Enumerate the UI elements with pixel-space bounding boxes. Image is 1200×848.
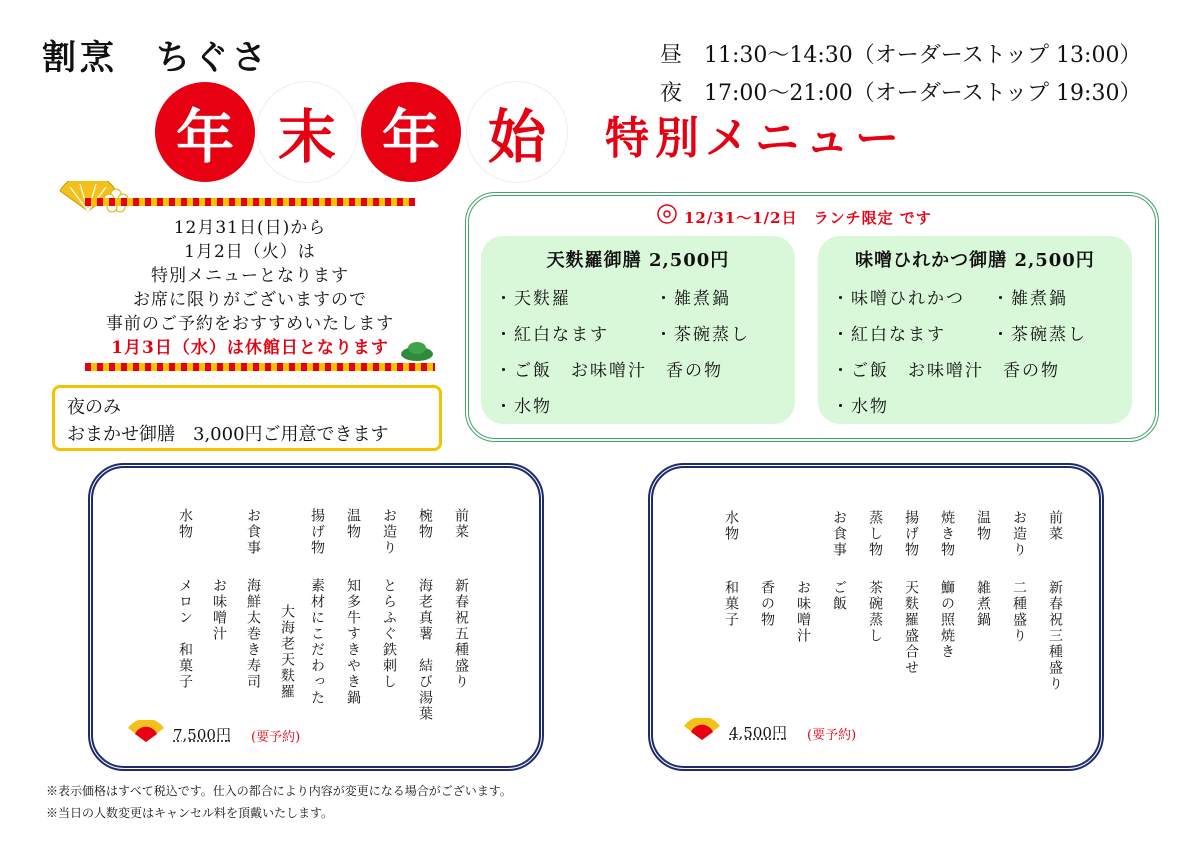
reservation-required: (要予約) [251,730,301,745]
course-dish: 知多牛すきやき鍋 [345,578,361,706]
course-dish: ご飯 [831,580,847,612]
notice-line: お席に限りがございますので [133,290,367,310]
course-price: 7,500円 [173,726,231,744]
reservation-required: (要予約) [807,728,857,743]
course-heading: 水物 [723,510,739,542]
flower-icon [657,204,677,224]
course-dish: メロン 和菓子 [177,578,193,690]
course-dish: 茶碗蒸し [867,580,883,644]
lunch-item: ・雑煮鍋 [992,289,1068,309]
notice-line: 事前のご予約をおすすめいたします [105,314,395,334]
decorative-stripe-bottom [85,363,435,371]
course-heading: お食事 [245,508,261,556]
lunch-card-miso-katsu [818,236,1132,424]
notice-line: 12月31日(日)から [173,218,327,238]
course-dish: 二種盛り [1011,580,1027,644]
course-heading: 温物 [345,508,361,540]
course-heading: 前菜 [1047,510,1063,542]
lunch-period-header: 12/31〜1/2日 ランチ限定 です [684,209,932,227]
lunch-item: ・水物 [832,397,889,417]
course-heading: 水物 [177,508,193,540]
night-only-label: 夜のみ [67,397,121,418]
notice-line: 特別メニューとなります [151,266,349,286]
lunch-item: ・ご飯 お味噌汁 香の物 [832,361,1060,381]
shop-name: 割烹 ちぐさ [42,38,270,78]
lunch-item: ・茶碗蒸し [992,325,1087,345]
dinner-hours: 夜 17:00〜21:00（オーダーストップ 19:30） [660,81,1142,106]
lunch-hours: 昼 11:30〜14:30（オーダーストップ 13:00） [660,43,1142,68]
lunch-item: ・雑煮鍋 [655,289,731,309]
course-heading: 揚げ物 [903,510,919,558]
lunch-card-tempura [481,236,795,424]
lunch-card-title: 天麩羅御膳 2,500円 [546,250,730,271]
course-heading: 焼き物 [939,510,955,558]
course-heading: 温物 [975,510,991,542]
footnote-tax: ※表示価格はすべて税込です。仕入の都合により内容が変更になる場合がございます。 [46,784,512,798]
title-char-1: 年 [155,82,255,182]
lunch-item: ・ご飯 お味噌汁 香の物 [495,361,723,381]
course-dish: とらふぐ鉄刺し [381,578,397,690]
special-menu-title: 特別メニュー [605,113,905,164]
course-price: 4,500円 [729,724,787,742]
course-heading: 椀物 [417,508,433,540]
course-heading: お食事 [831,510,847,558]
night-only-box [52,385,442,451]
lunch-item: ・水物 [495,397,552,417]
lunch-item: ・茶碗蒸し [655,325,750,345]
title-banner [155,82,1135,186]
fan-icon [683,718,721,742]
course-dish: 海鮮太巻き寿司 [245,578,261,690]
course-heading: 揚げ物 [309,508,325,556]
course-heading: 蒸し物 [867,510,883,558]
lunch-item: ・味噌ひれかつ [832,289,965,309]
course-panel-7500 [88,463,544,771]
holiday-notice [60,216,440,360]
course-dish: 和菓子 [723,580,739,628]
title-char-4: 始 [467,82,567,182]
decorative-stripe-top [85,198,415,206]
course-dish: 鰤の照焼き [939,580,955,660]
course-dish: 新春祝三種盛り [1047,580,1063,692]
lunch-item: ・紅白なます [832,325,946,345]
course-heading: お造り [1011,510,1027,558]
closed-day-notice: 1月3日（水）は休館日となります [111,338,389,358]
lunch-item: ・紅白なます [495,325,609,345]
course-heading: 前菜 [453,508,469,540]
lunch-item: ・天麩羅 [495,289,571,309]
course-dish: 新春祝五種盛り [453,578,469,690]
course-heading: お造り [381,508,397,556]
course-dish: 大海老天麩羅 [279,604,295,700]
notice-line: 1月2日（火）は [184,242,316,262]
omakase-offer: おまかせ御膳 3,000円ご用意できます [67,424,389,445]
fan-icon [127,720,165,744]
course-dish: お味噌汁 [211,578,227,642]
course-panel-4500 [648,463,1104,771]
course-dish: 香の物 [759,580,775,628]
title-char-2: 末 [257,82,357,182]
lunch-card-title: 味噌ひれかつ御膳 2,500円 [855,250,1095,271]
footnote-cancel: ※当日の人数変更はキャンセル料を頂戴いたします。 [46,806,334,820]
course-dish: 海老真薯 結び湯葉 [417,578,433,722]
course-dish: 素材にこだわった [309,578,325,706]
course-dish: 天麩羅盛合せ [903,580,919,676]
course-dish: お味噌汁 [795,580,811,644]
course-dish: 雑煮鍋 [975,580,991,628]
title-char-3: 年 [361,82,461,182]
